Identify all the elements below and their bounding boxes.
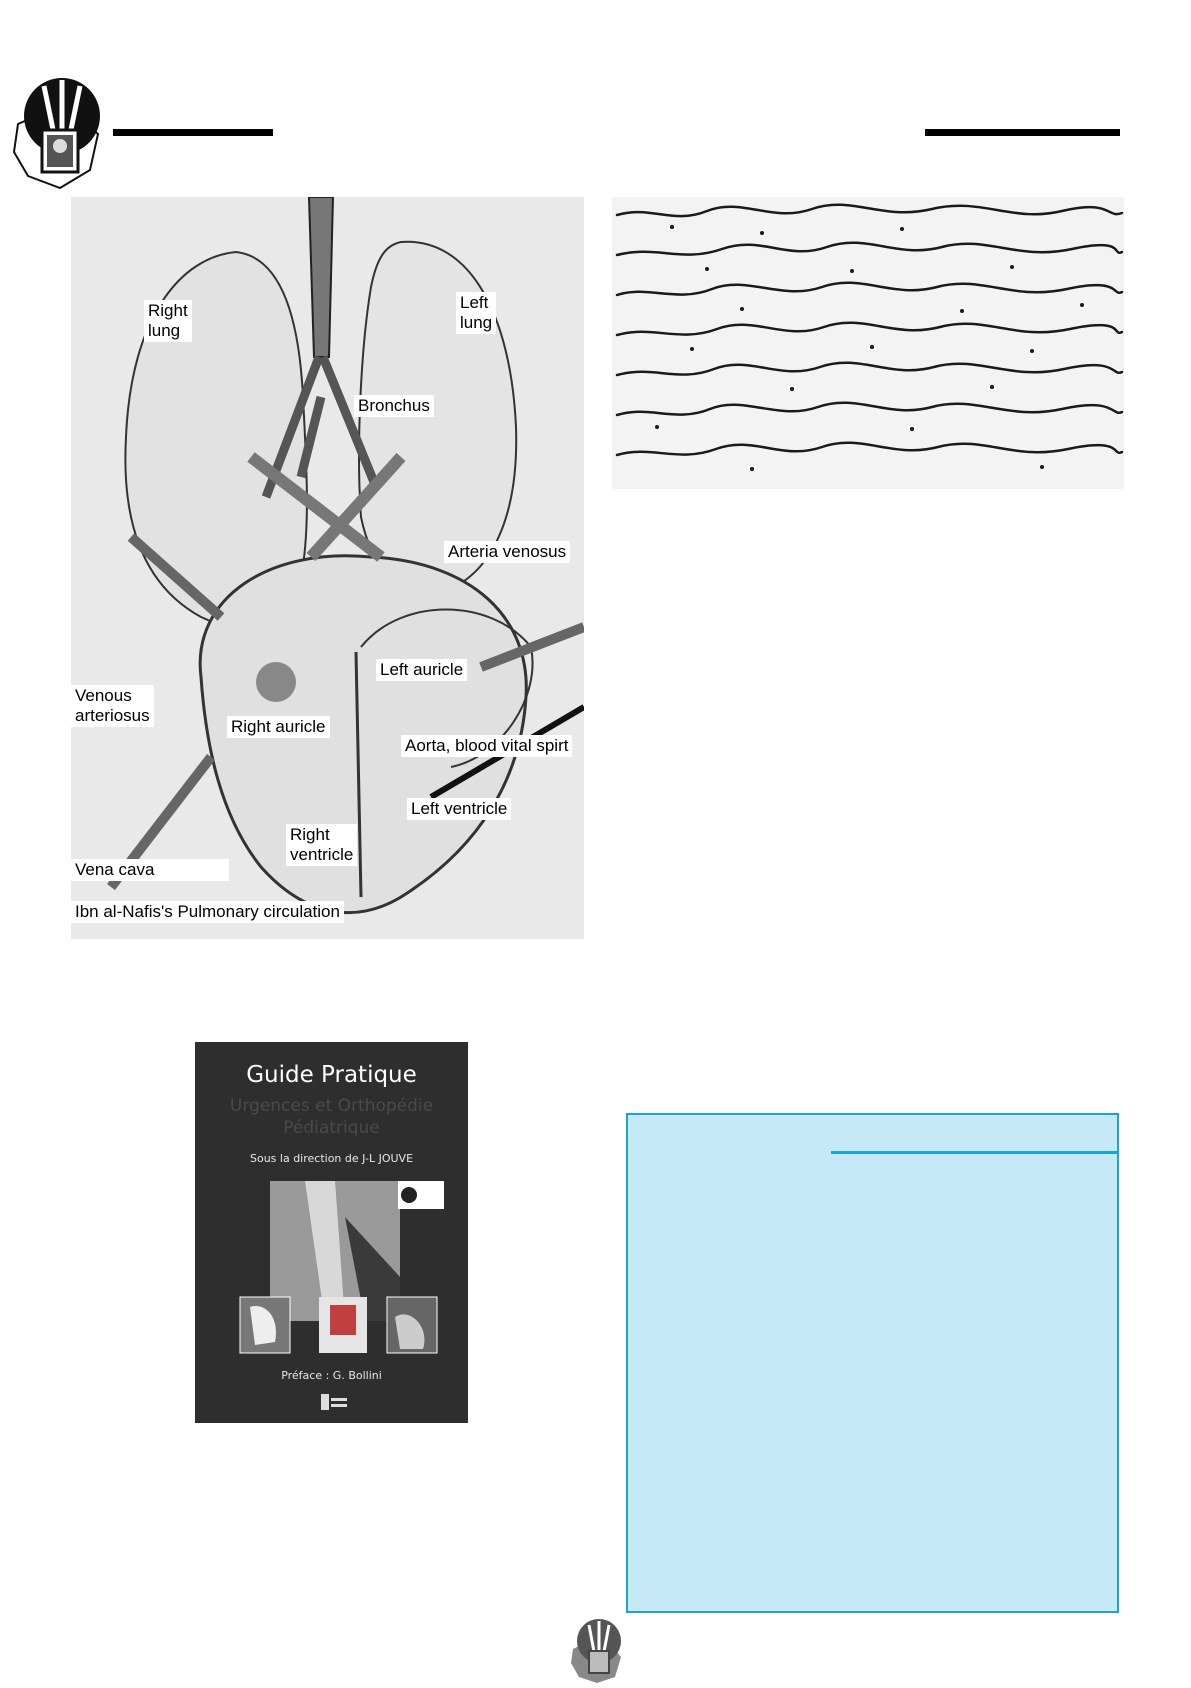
book-preface: Préface : G. Bollini	[281, 1369, 382, 1382]
society-logo	[10, 72, 110, 190]
label-right-auricle: Right auricle	[227, 716, 330, 738]
publisher-logo-icon	[319, 1392, 349, 1412]
label-right-ventricle: Right ventricle	[286, 824, 357, 866]
label-venous-arteriosus: Venous arteriosus	[71, 685, 154, 727]
label-right-lung: Right lung	[144, 300, 192, 342]
book-title: Guide Pratique	[246, 1062, 417, 1088]
label-bronchus: Bronchus	[354, 395, 434, 417]
label-left-auricle: Left auricle	[376, 659, 467, 681]
label-left-ventricle: Left ventricle	[407, 798, 511, 820]
book-direction: Sous la direction de J-L JOUVE	[249, 1152, 414, 1165]
book-subtitle-line1: Urgences et Orthopédie	[229, 1096, 434, 1116]
header-rule-left	[113, 129, 273, 136]
pulmonary-circulation-figure	[71, 197, 584, 939]
book-subtitle-line2: Pédiatrique	[283, 1118, 380, 1138]
label-aorta: Aorta, blood vital spirt	[401, 735, 572, 757]
book-cover	[195, 1042, 468, 1423]
label-vena-cava: Vena cava	[71, 859, 229, 881]
footer-logo	[567, 1617, 627, 1683]
header-rule-right	[925, 129, 1120, 136]
label-arteria-venosus: Arteria venosus	[444, 541, 570, 563]
info-box	[626, 1113, 1119, 1613]
book-cover-photos	[195, 1177, 468, 1367]
info-box-rule	[831, 1151, 1118, 1154]
figure-caption: Ibn al-Nafis's Pulmonary circulation	[71, 901, 344, 923]
label-left-lung: Left lung	[456, 292, 496, 334]
arabic-manuscript-image	[612, 197, 1124, 489]
